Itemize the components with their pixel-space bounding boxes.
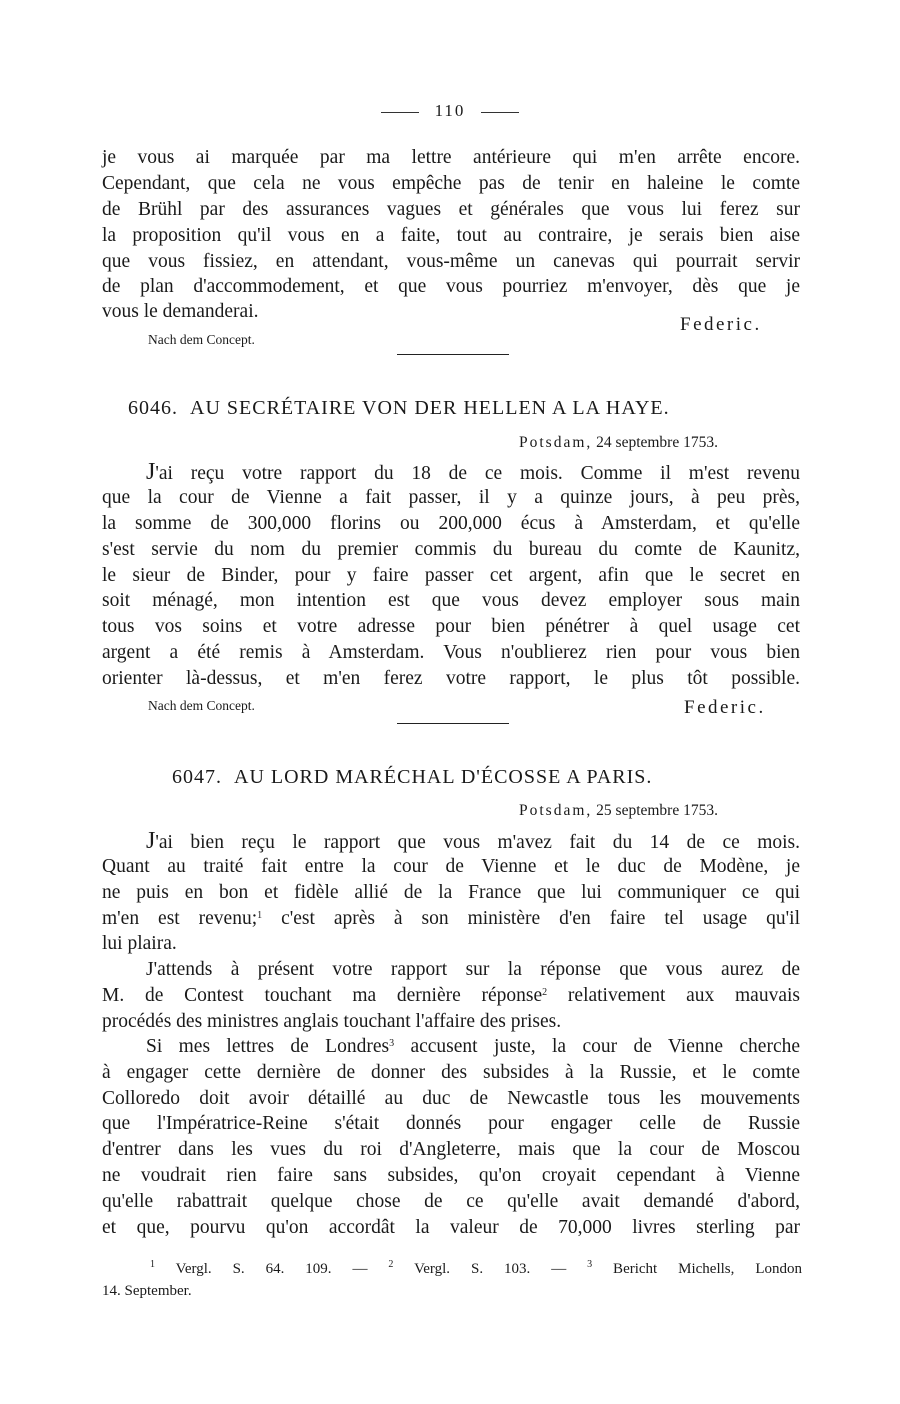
text-line: à engager cette dernière de donner des subsides à la Russie, et le comte [102,1062,800,1083]
section-divider [397,723,509,724]
footnote-line: $^1$ Vergl. S. 64. 109. — $^2$ Vergl. S. 103. — $^3$ Bericht Michells, London [150,1259,802,1277]
text-line: vous le demanderai. [102,301,259,322]
text-line: je vous ai marquée par ma lettre antérieure qui m'en arrête encore. [102,147,800,168]
signature: Federic. [680,314,762,335]
text-line: soit ménagé, mon intention est que vous devez employer sous main [102,590,800,611]
text-line: J'ai reçu votre rapport du 18 de ce mois. Comme il m'est revenu [146,459,800,485]
text-line: lui plaira. [102,933,177,954]
dateline-place: Potsdam, [519,802,593,819]
footnote-mark: 2 [542,987,548,998]
text-line: de Brühl par des assurances vagues et générales que vous lui ferez sur [102,199,800,220]
text-line: Si mes lettres de Londres$^3$ accusent juste, la cour de Vienne cherche [146,1036,801,1057]
text-line: Colloredo doit avoir détaillé au duc de Newcastle tous les mouvements [102,1088,800,1109]
page-header [0,101,900,121]
dateline-date: 24 septembre 1753. [596,434,718,451]
page-number: 110 [434,101,466,120]
letter-title: AU LORD MARÉCHAL D'ÉCOSSE A PARIS. [234,766,653,788]
footnote-mark: 1 [257,910,263,921]
text-line: que la cour de Vienne a fait passer, il y a quinze jours, à peu près, [102,487,800,508]
letter-heading [172,766,652,789]
source-note: Nach dem Concept. [148,698,255,713]
source-note: Nach dem Concept. [148,332,255,347]
text-line: la somme de 300,000 florins ou 200,000 écus à Amsterdam, et qu'elle [102,513,800,534]
text-line: procédés des ministres anglais touchant l'affaire des prises. [102,1011,562,1032]
section-divider [397,354,509,355]
letter-number: 6047. [172,766,222,788]
text-line: s'est servie du nom du premier commis du bureau du comte de Kaunitz, [102,539,800,560]
letter-title: AU SECRÉTAIRE VON DER HELLEN A LA HAYE. [190,397,670,419]
text-line: argent a été remis à Amsterdam. Vous n'oublierez rien pour vous bien [102,642,800,663]
text-line: d'entrer dans les vues du roi d'Angleterre, mais que la cour de Moscou [102,1139,800,1160]
text-line: ne voudrait rien faire sans subsides, qu'on croyait cependant à Vienne [102,1165,800,1186]
text-line: que vous fissiez, en attendant, vous-même un canevas qui pourrait servir [102,251,800,272]
dateline-date: 25 septembre 1753. [596,802,718,819]
dateline [519,802,718,820]
text-line: Quant au traité fait entre la cour de Vienne et le duc de Modène, je [102,856,800,877]
header-dash-left [381,112,419,113]
initial-letter: J [146,459,156,485]
text-line: M. de Contest touchant ma dernière réponse$^2$ relativement aux mauvais [102,985,801,1006]
dateline [519,434,718,452]
text-line: qu'elle rabattrait quelque chose de ce qu'elle avait demandé d'abord, [102,1191,800,1212]
text-line: que l'Impératrice-Reine s'était donnés pour engager celle de Russie [102,1113,800,1134]
text-line: la proposition qu'il vous en a faite, tout au contraire, je serais bien aise [102,225,800,246]
text-line: J'attends à présent votre rapport sur la réponse que vous aurez de [146,959,800,980]
initial-letter: J [146,828,156,854]
text-line: orienter là-dessus, et m'en ferez votre rapport, le plus tôt possible. [102,668,800,689]
footnote-line: 14. September. [102,1283,192,1299]
text-line: ne puis en bon et fidèle allié de la France que lui communiquer ce qui [102,882,800,903]
letter-number: 6046. [128,397,178,419]
text-line: tous vos soins et votre adresse pour bien pénétrer à quel usage cet [102,616,800,637]
text-line: Cependant, que cela ne vous empêche pas de tenir en haleine le comte [102,173,800,194]
signature: Federic. [684,697,766,718]
text-line: et que, pourvu qu'on accordât la valeur de 70,000 livres sterling par [102,1217,800,1238]
letter-heading [128,397,670,420]
text-line: de plan d'accommodement, et que vous pourriez m'envoyer, dès que je [102,276,800,297]
text-line: J'ai bien reçu le rapport que vous m'avez fait du 14 de ce mois. [146,828,800,854]
header-dash-right [481,112,519,113]
text-line: le sieur de Binder, pour y faire passer cet argent, afin que le secret en [102,565,800,586]
footnote-mark: 3 [389,1038,395,1049]
dateline-place: Potsdam, [519,434,593,451]
text-line: m'en est revenu;$^1$ c'est après à son ministère d'en faire tel usage qu'il [102,908,800,929]
